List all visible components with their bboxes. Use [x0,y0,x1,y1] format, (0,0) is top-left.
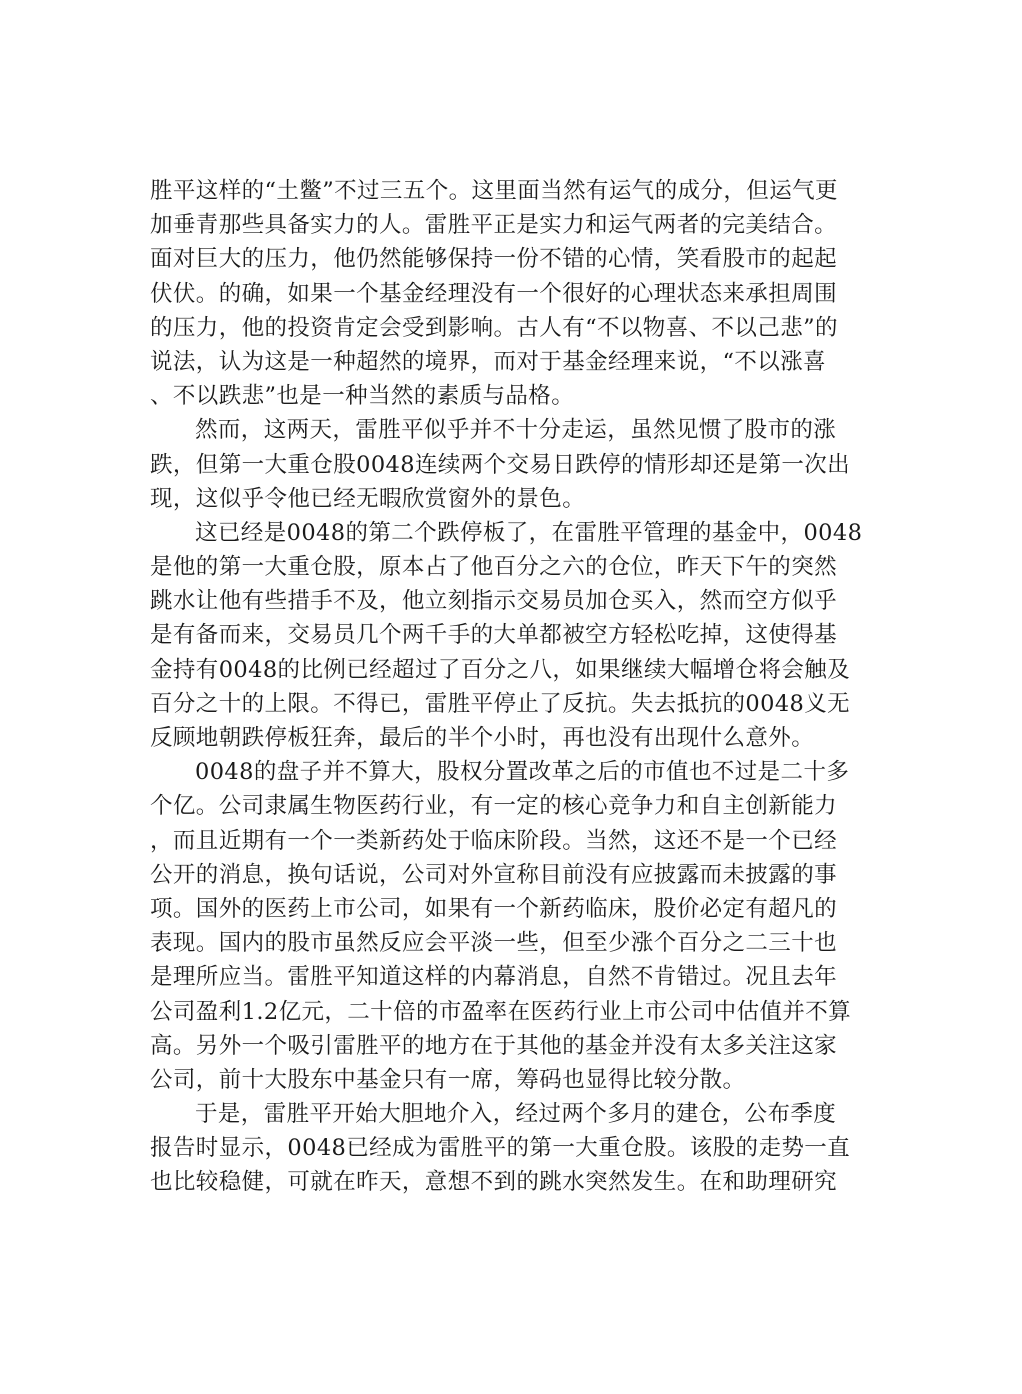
paragraph-first-line: 然而，这两天，雷胜平似乎并不十分走运，虽然见惯了股市的涨 [195,417,837,444]
text-line: 表现。国内的股市虽然反应会平淡一些，但至少涨个百分之二三十也 [150,930,838,957]
text-line: 金持有0048的比例已经超过了百分之八，如果继续大幅增仓将会触及 [150,656,851,683]
text-line: 是理所应当。雷胜平知道这样的内幕消息，自然不肯错过。况且去年 [150,964,838,991]
text-line: ，而且近期有一个一类新药处于临床阶段。当然，这还不是一个已经 [150,827,838,854]
text-line: 是有备而来，交易员几个两千手的大单都被空方轻松吃掉，这使得基 [150,622,838,649]
text-line: 跳水让他有些措手不及，他立刻指示交易员加仓买入，然而空方似乎 [150,588,838,615]
text-line: 加垂青那些具备实力的人。雷胜平正是实力和运气两者的完美结合。 [150,212,838,239]
text-line: 面对巨大的压力，他仍然能够保持一份不错的心情，笑看股市的起起 [150,246,838,273]
body-text [150,174,870,1200]
text-line: 跌，但第一大重仓股0048连续两个交易日跌停的情形却还是第一次出 [150,451,851,478]
text-line: 公司盈利1.2亿元，二十倍的市盈率在医药行业上市公司中估值并不算 [150,998,852,1025]
paragraph-first-line: 0048的盘子并不算大，股权分置改革之后的市值也不过是二十多 [195,759,850,786]
text-line: 个亿。公司隶属生物医药行业，有一定的核心竞争力和自主创新能力 [150,793,838,820]
text-line: 是他的第一大重仓股，原本占了他百分之六的仓位，昨天下午的突然 [150,554,838,581]
text-line: 项。国外的医药上市公司，如果有一个新药临床，股价必定有超凡的 [150,895,838,922]
text-line: 百分之十的上限。不得已，雷胜平停止了反抗。失去抵抗的0048义无 [150,690,851,717]
text-line: 伏伏。的确，如果一个基金经理没有一个很好的心理状态来承担周围 [150,280,838,307]
text-line: 也比较稳健，可就在昨天，意想不到的跳水突然发生。在和助理研究 [150,1169,838,1196]
text-line: 胜平这样的“土鳖”不过三五个。这里面当然有运气的成分，但运气更 [150,178,838,204]
text-line: 、不以跌悲”也是一种当然的素质与品格。 [150,383,575,410]
text-line: 反顾地朝跌停板狂奔，最后的半个小时，再也没有出现什么意外。 [150,725,815,751]
text-line: 现，这似乎令他已经无暇欣赏窗外的景色。 [150,485,586,512]
text-line: 高。另外一个吸引雷胜平的地方在于其他的基金并没有太多关注这家 [150,1032,838,1059]
text-line: 说法，认为这是一种超然的境界，而对于基金经理来说，“不以涨喜 [150,348,827,375]
paragraph-first-line: 于是，雷胜平开始大胆地介入，经过两个多月的建仓，公布季度 [195,1101,837,1128]
text-line: 的压力，他的投资肯定会受到影响。古人有“不以物喜、不以己悲”的 [150,314,838,341]
text-line: 报告时显示，0048已经成为雷胜平的第一大重仓股。该股的走势一直 [150,1135,851,1162]
paragraph-first-line: 这已经是0048的第二个跌停板了，在雷胜平管理的基金中，0048 [195,519,863,546]
text-line: 公司，前十大股东中基金只有一席，筹码也显得比较分散。 [150,1066,746,1093]
text-line: 公开的消息，换句话说，公司对外宣称目前没有应披露而未披露的事 [150,861,838,888]
